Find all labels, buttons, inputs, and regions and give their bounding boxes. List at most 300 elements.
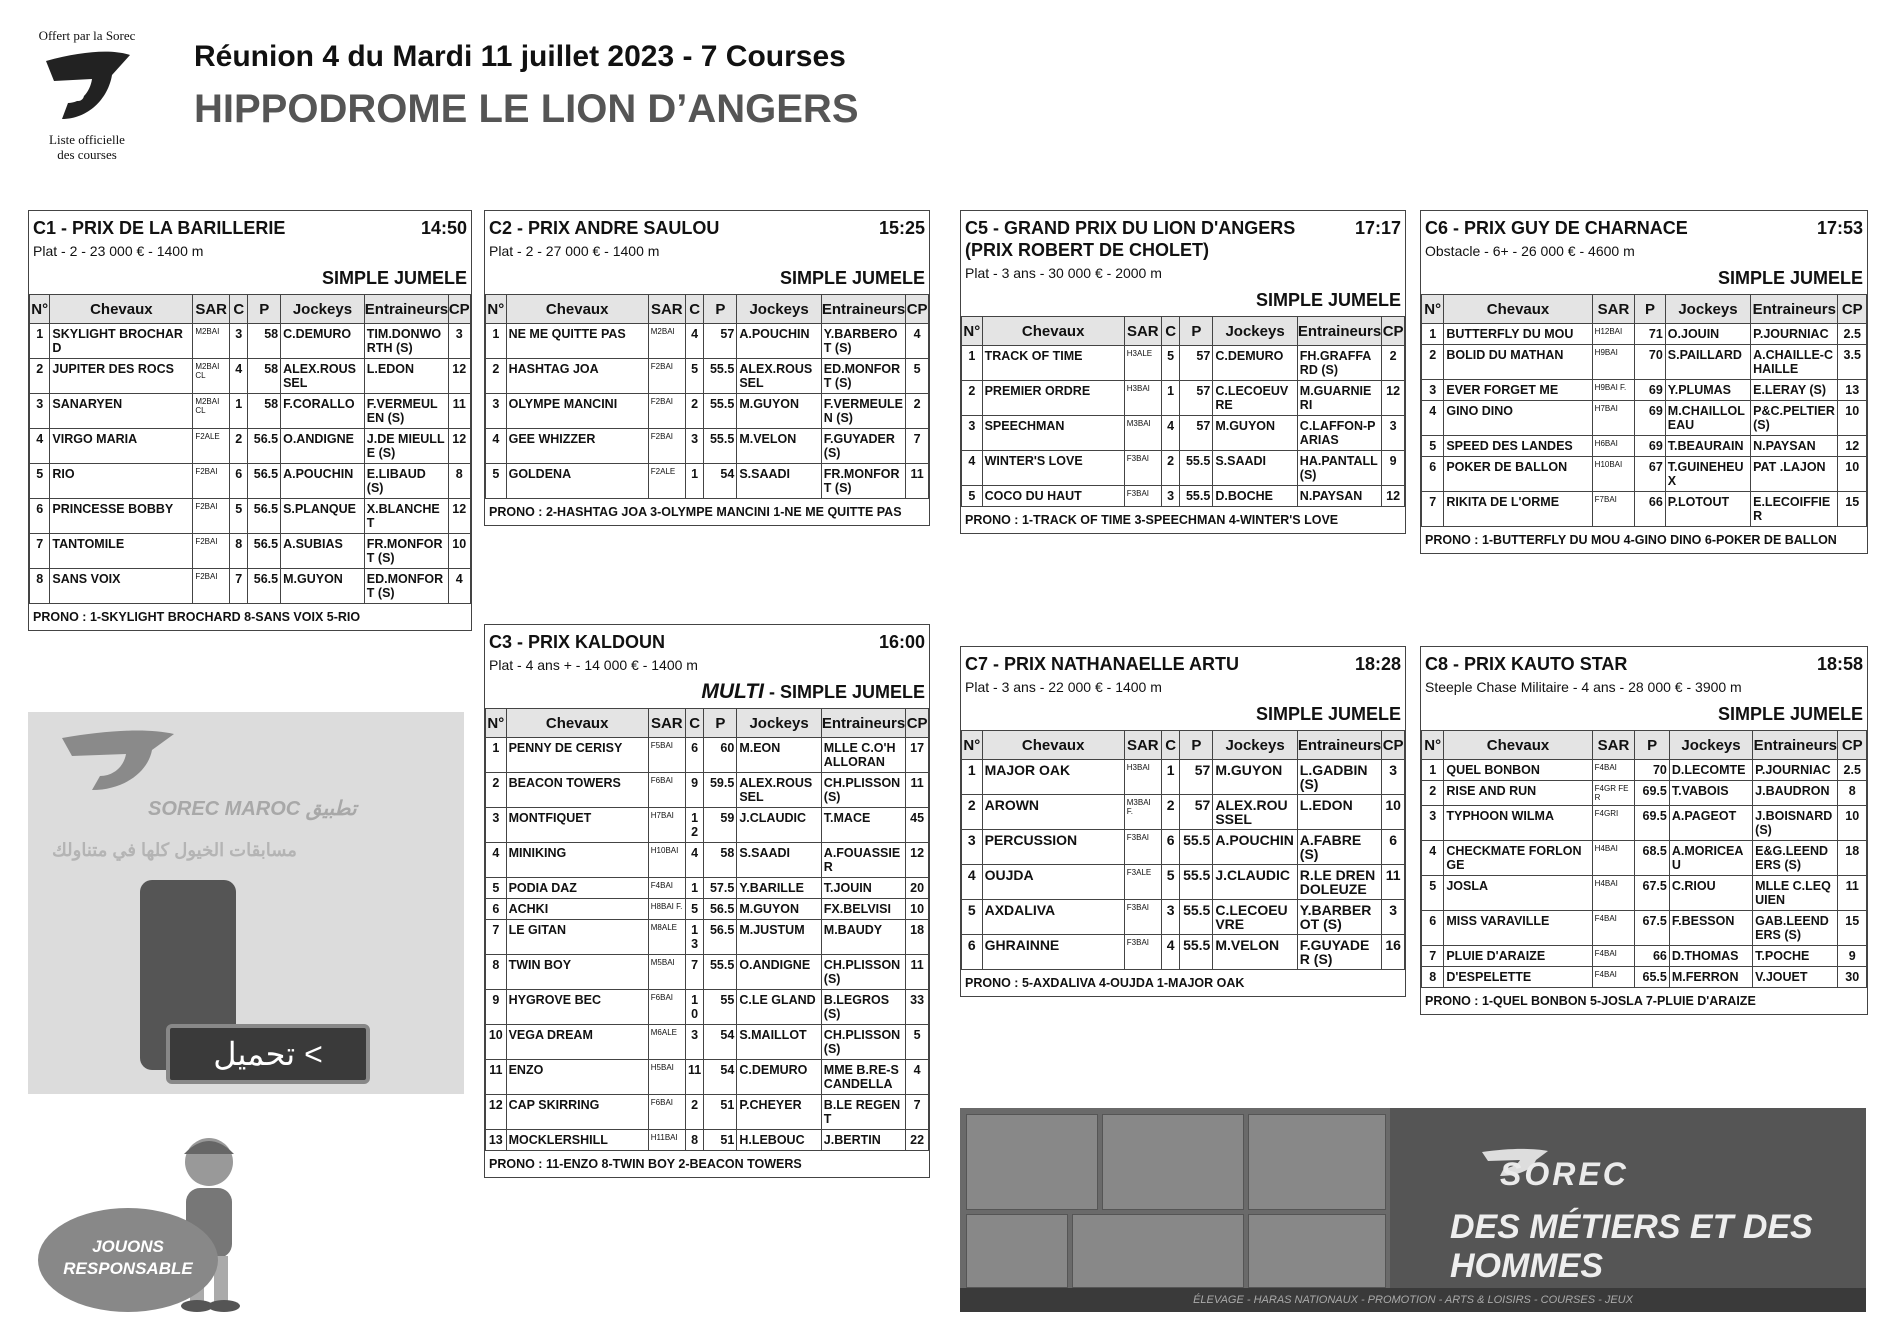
sex-age-coat: F2BAI <box>193 464 230 499</box>
horse-name: CAP SKIRRING <box>506 1095 648 1130</box>
race-time: 18:28 <box>1354 654 1401 674</box>
sex-age-coat: M2BAI CL <box>193 394 230 429</box>
weight: 55.5 <box>704 429 737 464</box>
table-row <box>962 486 1405 507</box>
weight: 54 <box>704 1025 737 1060</box>
weight: 56.5 <box>248 569 281 604</box>
runner-number: 2 <box>962 381 983 416</box>
horse-name: BUTTERFLY DU MOU <box>1444 324 1592 345</box>
sex-age-coat: F4BAI <box>1592 911 1635 946</box>
bet-simple-jumele: SIMPLE JUMELE <box>1255 704 1401 724</box>
col-stall: C <box>1161 317 1180 346</box>
sex-age-coat: M2BAI <box>648 324 685 359</box>
trainer: F.VERMEULEN (S) <box>364 394 448 429</box>
weight: 58 <box>704 843 737 878</box>
col-jockey: Jockeys <box>1669 731 1752 760</box>
col-sar: SAR <box>193 295 230 324</box>
trainer: PAT .LAJON <box>1751 457 1838 492</box>
jockey: ALEX.ROUSSEL <box>737 773 821 808</box>
table-row <box>486 738 929 773</box>
race-card-c8 <box>1420 646 1868 1015</box>
jockey: D.BOCHE <box>1213 486 1297 507</box>
odds: 3 <box>448 324 471 359</box>
jockey: A.POUCHIN <box>281 464 365 499</box>
bet-types <box>485 260 929 294</box>
sex-age-coat: F4BAI <box>1592 946 1635 967</box>
odds: 2 <box>1382 346 1405 381</box>
trainer: CH.PLISSON (S) <box>821 955 905 990</box>
jockey: M.FERRON <box>1669 967 1752 988</box>
col-number: N° <box>962 731 983 760</box>
col-weight: P <box>704 295 737 324</box>
odds: 3 <box>1382 416 1405 451</box>
trainer: L.EDON <box>364 359 448 394</box>
odds: 5 <box>906 359 929 394</box>
col-sar: SAR <box>648 295 685 324</box>
table-row <box>1422 457 1867 492</box>
jockey: ALEX.ROUSSEL <box>281 359 365 394</box>
bet-types <box>485 674 929 708</box>
table-header-row <box>1422 295 1867 324</box>
trainer: N.PAYSAN <box>1751 436 1838 457</box>
jouons-responsable-badge: JOUONS RESPONSABLE <box>38 1208 218 1312</box>
sex-age-coat: H9BAI <box>1592 345 1635 380</box>
col-horse: Chevaux <box>982 317 1124 346</box>
trainer: J.BAUDRON <box>1753 781 1838 806</box>
jockey: A.POUCHIN <box>1213 830 1297 865</box>
trainer: B.LE REGENT <box>821 1095 905 1130</box>
jockey: A.POUCHIN <box>737 324 821 359</box>
jockey: J.CLAUDIC <box>1213 865 1297 900</box>
jockey: A.PAGEOT <box>1669 806 1752 841</box>
sorec-brand: SOREC <box>1500 1156 1629 1192</box>
col-jockey: Jockeys <box>737 295 821 324</box>
jockey: M.GUYON <box>1213 760 1297 795</box>
stall: 5 <box>1161 346 1180 381</box>
horse-name: SPEED DES LANDES <box>1444 436 1592 457</box>
jockey: O.ANDIGNE <box>737 955 821 990</box>
col-weight: P <box>248 295 281 324</box>
odds: 2.5 <box>1838 324 1867 345</box>
weight: 60 <box>704 738 737 773</box>
runners-table <box>1421 730 1867 988</box>
sex-age-coat: F4GR FER <box>1592 781 1635 806</box>
stall: 7 <box>685 955 704 990</box>
odds: 10 <box>1838 401 1867 436</box>
weight: 59.5 <box>704 773 737 808</box>
odds: 3 <box>1382 900 1405 935</box>
sex-age-coat: F3ALE <box>1124 865 1161 900</box>
horse-name: MINIKING <box>506 843 648 878</box>
runner-number: 7 <box>486 920 507 955</box>
race-time: 16:00 <box>878 632 925 652</box>
horse-name: SANARYEN <box>50 394 193 429</box>
weight: 55.5 <box>704 394 737 429</box>
trainer: J.BOISNARD (S) <box>1753 806 1838 841</box>
jockey: M.GUYON <box>1213 416 1297 451</box>
runner-number: 4 <box>962 451 983 486</box>
odds: 8 <box>1838 781 1867 806</box>
table-header-row <box>486 709 929 738</box>
trainer: E.LIBAUD (S) <box>364 464 448 499</box>
racecourse-title: HIPPODROME LE LION D’ANGERS <box>194 87 859 131</box>
sex-age-coat: H7BAI <box>648 808 685 843</box>
jockey: T.VABOIS <box>1669 781 1752 806</box>
runner-number: 4 <box>1422 401 1444 436</box>
trainer: J.BERTIN <box>821 1130 905 1151</box>
odds: 12 <box>448 429 471 464</box>
runners-table <box>29 294 471 604</box>
sex-age-coat: H3ALE <box>1124 346 1161 381</box>
jockey: M.CHAILLOLEAU <box>1665 401 1750 436</box>
sex-age-coat: F4BAI <box>1592 760 1635 781</box>
odds: 20 <box>906 878 929 899</box>
table-row <box>486 808 929 843</box>
horse-name: MAJOR OAK <box>982 760 1124 795</box>
weight: 58 <box>248 324 281 359</box>
table-row <box>486 464 929 499</box>
table-row <box>486 1060 929 1095</box>
jockey: ALEX.ROUSSEL <box>737 359 821 394</box>
col-cp: CP <box>1382 731 1405 760</box>
weight: 55.5 <box>1180 865 1213 900</box>
col-trainer: Entraineurs <box>1751 295 1838 324</box>
runner-number: 4 <box>486 843 507 878</box>
horse-name: TANTOMILE <box>50 534 193 569</box>
sex-age-coat: F2BAI <box>193 569 230 604</box>
trainer: A.CHAILLE-CHAILLE <box>1751 345 1838 380</box>
jockey: M.EON <box>737 738 821 773</box>
runner-number: 3 <box>1422 806 1444 841</box>
jockey: S.MAILLOT <box>737 1025 821 1060</box>
table-row <box>30 499 471 534</box>
stall: 5 <box>230 499 248 534</box>
col-trainer: Entraineurs <box>364 295 448 324</box>
weight: 55.5 <box>704 955 737 990</box>
sex-age-coat: H10BAI <box>1592 457 1635 492</box>
weight: 69.5 <box>1635 806 1670 841</box>
table-row <box>1422 436 1867 457</box>
bet-types <box>1421 696 1867 730</box>
col-weight: P <box>1635 731 1670 760</box>
col-horse: Chevaux <box>506 709 648 738</box>
odds: 11 <box>1382 865 1405 900</box>
horse-name: CHECKMATE FORLONGE <box>1444 841 1592 876</box>
stall: 1 <box>1161 760 1180 795</box>
weight: 59 <box>704 808 737 843</box>
odds: 12 <box>448 359 471 394</box>
table-row <box>962 416 1405 451</box>
stall: 2 <box>685 1095 704 1130</box>
runner-number: 10 <box>486 1025 507 1060</box>
col-jockey: Jockeys <box>281 295 365 324</box>
runner-number: 3 <box>1422 380 1444 401</box>
table-row <box>486 429 929 464</box>
stall: 8 <box>685 1130 704 1151</box>
download-button[interactable]: تحميل < <box>166 1024 370 1084</box>
runner-number: 4 <box>962 865 983 900</box>
weight: 57 <box>1180 381 1213 416</box>
horse-name: MONTFIQUET <box>506 808 648 843</box>
sex-age-coat: F4GRI <box>1592 806 1635 841</box>
sorec-metiers-banner <box>960 1108 1866 1312</box>
col-trainer: Entraineurs <box>1297 317 1381 346</box>
sex-age-coat: H4BAI <box>1592 876 1635 911</box>
race-card-c1 <box>28 210 472 631</box>
runner-number: 5 <box>962 486 983 507</box>
odds: 7 <box>906 1095 929 1130</box>
bet-simple-jumele: SIMPLE JUMELE <box>1717 268 1863 288</box>
trainer: Y.BARBEROT (S) <box>1297 900 1381 935</box>
horse-name: OLYMPE MANCINI <box>506 394 648 429</box>
runner-number: 5 <box>486 878 507 899</box>
horse-name: BOLID DU MATHAN <box>1444 345 1592 380</box>
trainer: P.JOURNIAC <box>1753 760 1838 781</box>
jockey: C.RIOU <box>1669 876 1752 911</box>
weight: 68.5 <box>1635 841 1670 876</box>
horse-name: GOLDENA <box>506 464 648 499</box>
trainer: T.POCHE <box>1753 946 1838 967</box>
odds: 11 <box>906 955 929 990</box>
col-number: N° <box>1422 295 1444 324</box>
col-number: N° <box>486 295 507 324</box>
sex-age-coat: H8BAI F. <box>648 899 685 920</box>
odds: 4 <box>906 1060 929 1095</box>
odds: 6 <box>1382 830 1405 865</box>
race-card-c5 <box>960 210 1406 534</box>
horse-name: TRACK OF TIME <box>982 346 1124 381</box>
weight: 55.5 <box>1180 486 1213 507</box>
race-conditions: Plat - 2 - 23 000 € - 1400 m <box>33 243 204 259</box>
stall: 4 <box>685 324 704 359</box>
logo-top-text: Offert par la Sorec <box>38 28 136 43</box>
sex-age-coat: F3BAI <box>1124 486 1161 507</box>
weight: 66 <box>1635 492 1665 527</box>
runner-number: 9 <box>486 990 507 1025</box>
jockey: Y.BARILLE <box>737 878 821 899</box>
jockey: S.SAADI <box>1213 451 1297 486</box>
trainer: P&C.PELTIER (S) <box>1751 401 1838 436</box>
stall: 1 <box>685 878 704 899</box>
odds: 2 <box>906 394 929 429</box>
col-cp: CP <box>1838 295 1867 324</box>
col-trainer: Entraineurs <box>821 709 905 738</box>
odds: 12 <box>448 499 471 534</box>
table-row <box>1422 967 1867 988</box>
horse-name: RIKITA DE L'ORME <box>1444 492 1592 527</box>
trainer: MLLE C.LEQUIEN <box>1753 876 1838 911</box>
jockey: T.BEAURAIN <box>1665 436 1750 457</box>
stall: 2 <box>1161 451 1180 486</box>
runner-number: 4 <box>30 429 50 464</box>
race-conditions: Plat - 2 - 27 000 € - 1400 m <box>489 243 660 259</box>
race-card-c7 <box>960 646 1406 997</box>
trainer: L.GADBIN (S) <box>1297 760 1381 795</box>
jouons-responsable-ad <box>14 1118 444 1314</box>
runners-table <box>1421 294 1867 527</box>
stall: 9 <box>685 773 704 808</box>
sex-age-coat: H6BAI <box>1592 436 1635 457</box>
stall: 10 <box>685 990 704 1025</box>
weight: 54 <box>704 1060 737 1095</box>
jockey: H.LEBOUC <box>737 1130 821 1151</box>
weight: 58 <box>248 359 281 394</box>
stall: 1 <box>230 394 248 429</box>
col-stall: C <box>685 709 704 738</box>
col-jockey: Jockeys <box>1213 317 1297 346</box>
trainer: A.FABRE (S) <box>1297 830 1381 865</box>
jockey: P.CHEYER <box>737 1095 821 1130</box>
trainer: A.FOUASSIER <box>821 843 905 878</box>
trainer: CH.PLISSON (S) <box>821 773 905 808</box>
col-weight: P <box>1180 731 1213 760</box>
weight: 55.5 <box>1180 451 1213 486</box>
odds: 8 <box>448 464 471 499</box>
sorec-app-ad[interactable] <box>28 712 464 1094</box>
app-arabic-label: تطبيق <box>305 798 357 820</box>
horse-name: HYGROVE BEC <box>506 990 648 1025</box>
odds: 17 <box>906 738 929 773</box>
trainer: F.GUYADER (S) <box>821 429 905 464</box>
col-number: N° <box>962 317 983 346</box>
odds: 4 <box>906 324 929 359</box>
trainer: T.JOUIN <box>821 878 905 899</box>
table-row <box>1422 380 1867 401</box>
odds: 12 <box>1838 436 1867 457</box>
runner-number: 7 <box>1422 946 1444 967</box>
trainer: HA.PANTALL (S) <box>1297 451 1381 486</box>
col-jockey: Jockeys <box>1213 731 1297 760</box>
race-title: C5 - GRAND PRIX DU LION D'ANGERS (PRIX ROBERT DE CHOLET) <box>965 218 1296 260</box>
table-row <box>30 464 471 499</box>
trainer: B.LEGROS (S) <box>821 990 905 1025</box>
table-row <box>1422 345 1867 380</box>
weight: 69 <box>1635 436 1665 457</box>
runner-number: 3 <box>486 808 507 843</box>
odds: 10 <box>1838 806 1867 841</box>
weight: 57.5 <box>704 878 737 899</box>
horse-name: JUPITER DES ROCS <box>50 359 193 394</box>
weight: 57 <box>1180 760 1213 795</box>
runner-number: 5 <box>30 464 50 499</box>
runners-table <box>485 708 929 1151</box>
odds: 10 <box>1838 457 1867 492</box>
col-stall: C <box>1161 731 1180 760</box>
jockey: J.CLAUDIC <box>737 808 821 843</box>
runner-number: 1 <box>30 324 50 359</box>
trainer: CH.PLISSON (S) <box>821 1025 905 1060</box>
runner-number: 8 <box>1422 967 1444 988</box>
sex-age-coat: H11BAI <box>648 1130 685 1151</box>
runner-number: 6 <box>1422 457 1444 492</box>
col-cp: CP <box>1382 317 1405 346</box>
table-row <box>962 381 1405 416</box>
trainer: FH.GRAFFARD (S) <box>1297 346 1381 381</box>
table-row <box>486 773 929 808</box>
jockey: S.PLANQUE <box>281 499 365 534</box>
jockey: D.LECOMTE <box>1669 760 1752 781</box>
odds: 11 <box>448 394 471 429</box>
weight: 56.5 <box>704 899 737 920</box>
sex-age-coat: H9BAI F. <box>1592 380 1635 401</box>
sex-age-coat: F4BAI <box>648 878 685 899</box>
runner-number: 5 <box>486 464 507 499</box>
jockey: M.VELON <box>737 429 821 464</box>
trainer: L.EDON <box>1297 795 1381 830</box>
race-title: C7 - PRIX NATHANAELLE ARTU <box>965 654 1239 674</box>
runner-number: 7 <box>1422 492 1444 527</box>
odds: 15 <box>1838 492 1867 527</box>
sex-age-coat: F4BAI <box>1592 967 1635 988</box>
stall: 3 <box>1161 486 1180 507</box>
sex-age-coat: F3BAI <box>1124 451 1161 486</box>
odds: 18 <box>906 920 929 955</box>
stall: 6 <box>1161 830 1180 865</box>
horse-name: GINO DINO <box>1444 401 1592 436</box>
runner-number: 3 <box>486 394 507 429</box>
horse-name: POKER DE BALLON <box>1444 457 1592 492</box>
sex-age-coat: F5BAI <box>648 738 685 773</box>
race-title: C1 - PRIX DE LA BARILLERIE <box>33 218 286 238</box>
runner-number: 1 <box>962 346 983 381</box>
stall: 2 <box>230 429 248 464</box>
weight: 71 <box>1635 324 1665 345</box>
runner-number: 5 <box>962 900 983 935</box>
bet-simple-jumele: SIMPLE JUMELE <box>779 268 925 288</box>
weight: 55 <box>704 990 737 1025</box>
horse-name: RIO <box>50 464 193 499</box>
horse-name: RISE AND RUN <box>1444 781 1592 806</box>
bet-types <box>961 696 1405 730</box>
col-trainer: Entraineurs <box>821 295 905 324</box>
sex-age-coat: F6BAI <box>648 773 685 808</box>
runner-number: 1 <box>962 760 983 795</box>
table-row <box>962 865 1405 900</box>
sex-age-coat: H3BAI <box>1124 760 1161 795</box>
runner-number: 1 <box>1422 760 1444 781</box>
stall: 4 <box>230 359 248 394</box>
odds: 12 <box>1382 381 1405 416</box>
race-card-c3 <box>484 624 930 1178</box>
table-row <box>1422 401 1867 436</box>
sorec-logo <box>28 28 146 186</box>
trainer: FR.MONFORT (S) <box>364 534 448 569</box>
weight: 67.5 <box>1635 876 1670 911</box>
col-number: N° <box>1422 731 1444 760</box>
trainer: ED.MONFORT (S) <box>364 569 448 604</box>
col-sar: SAR <box>648 709 685 738</box>
weight: 67.5 <box>1635 911 1670 946</box>
horse-name: PRINCESSE BOBBY <box>50 499 193 534</box>
sex-age-coat: M5BAI <box>648 955 685 990</box>
weight: 57 <box>704 324 737 359</box>
trainer: E&G.LEENDERS (S) <box>1753 841 1838 876</box>
horse-name: PODIA DAZ <box>506 878 648 899</box>
weight: 51 <box>704 1095 737 1130</box>
bet-multi: MULTI <box>701 680 764 703</box>
col-stall: C <box>230 295 248 324</box>
sex-age-coat: H12BAI <box>1592 324 1635 345</box>
weight: 69.5 <box>1635 781 1670 806</box>
sex-age-coat: F3BAI <box>1124 900 1161 935</box>
odds: 7 <box>906 429 929 464</box>
race-conditions: Steeple Chase Militaire - 4 ans - 28 000 € - 3900 m <box>1425 679 1742 695</box>
runner-number: 5 <box>1422 436 1444 457</box>
horse-name: HASHTAG JOA <box>506 359 648 394</box>
table-row <box>486 990 929 1025</box>
col-sar: SAR <box>1592 295 1635 324</box>
table-row <box>30 324 471 359</box>
